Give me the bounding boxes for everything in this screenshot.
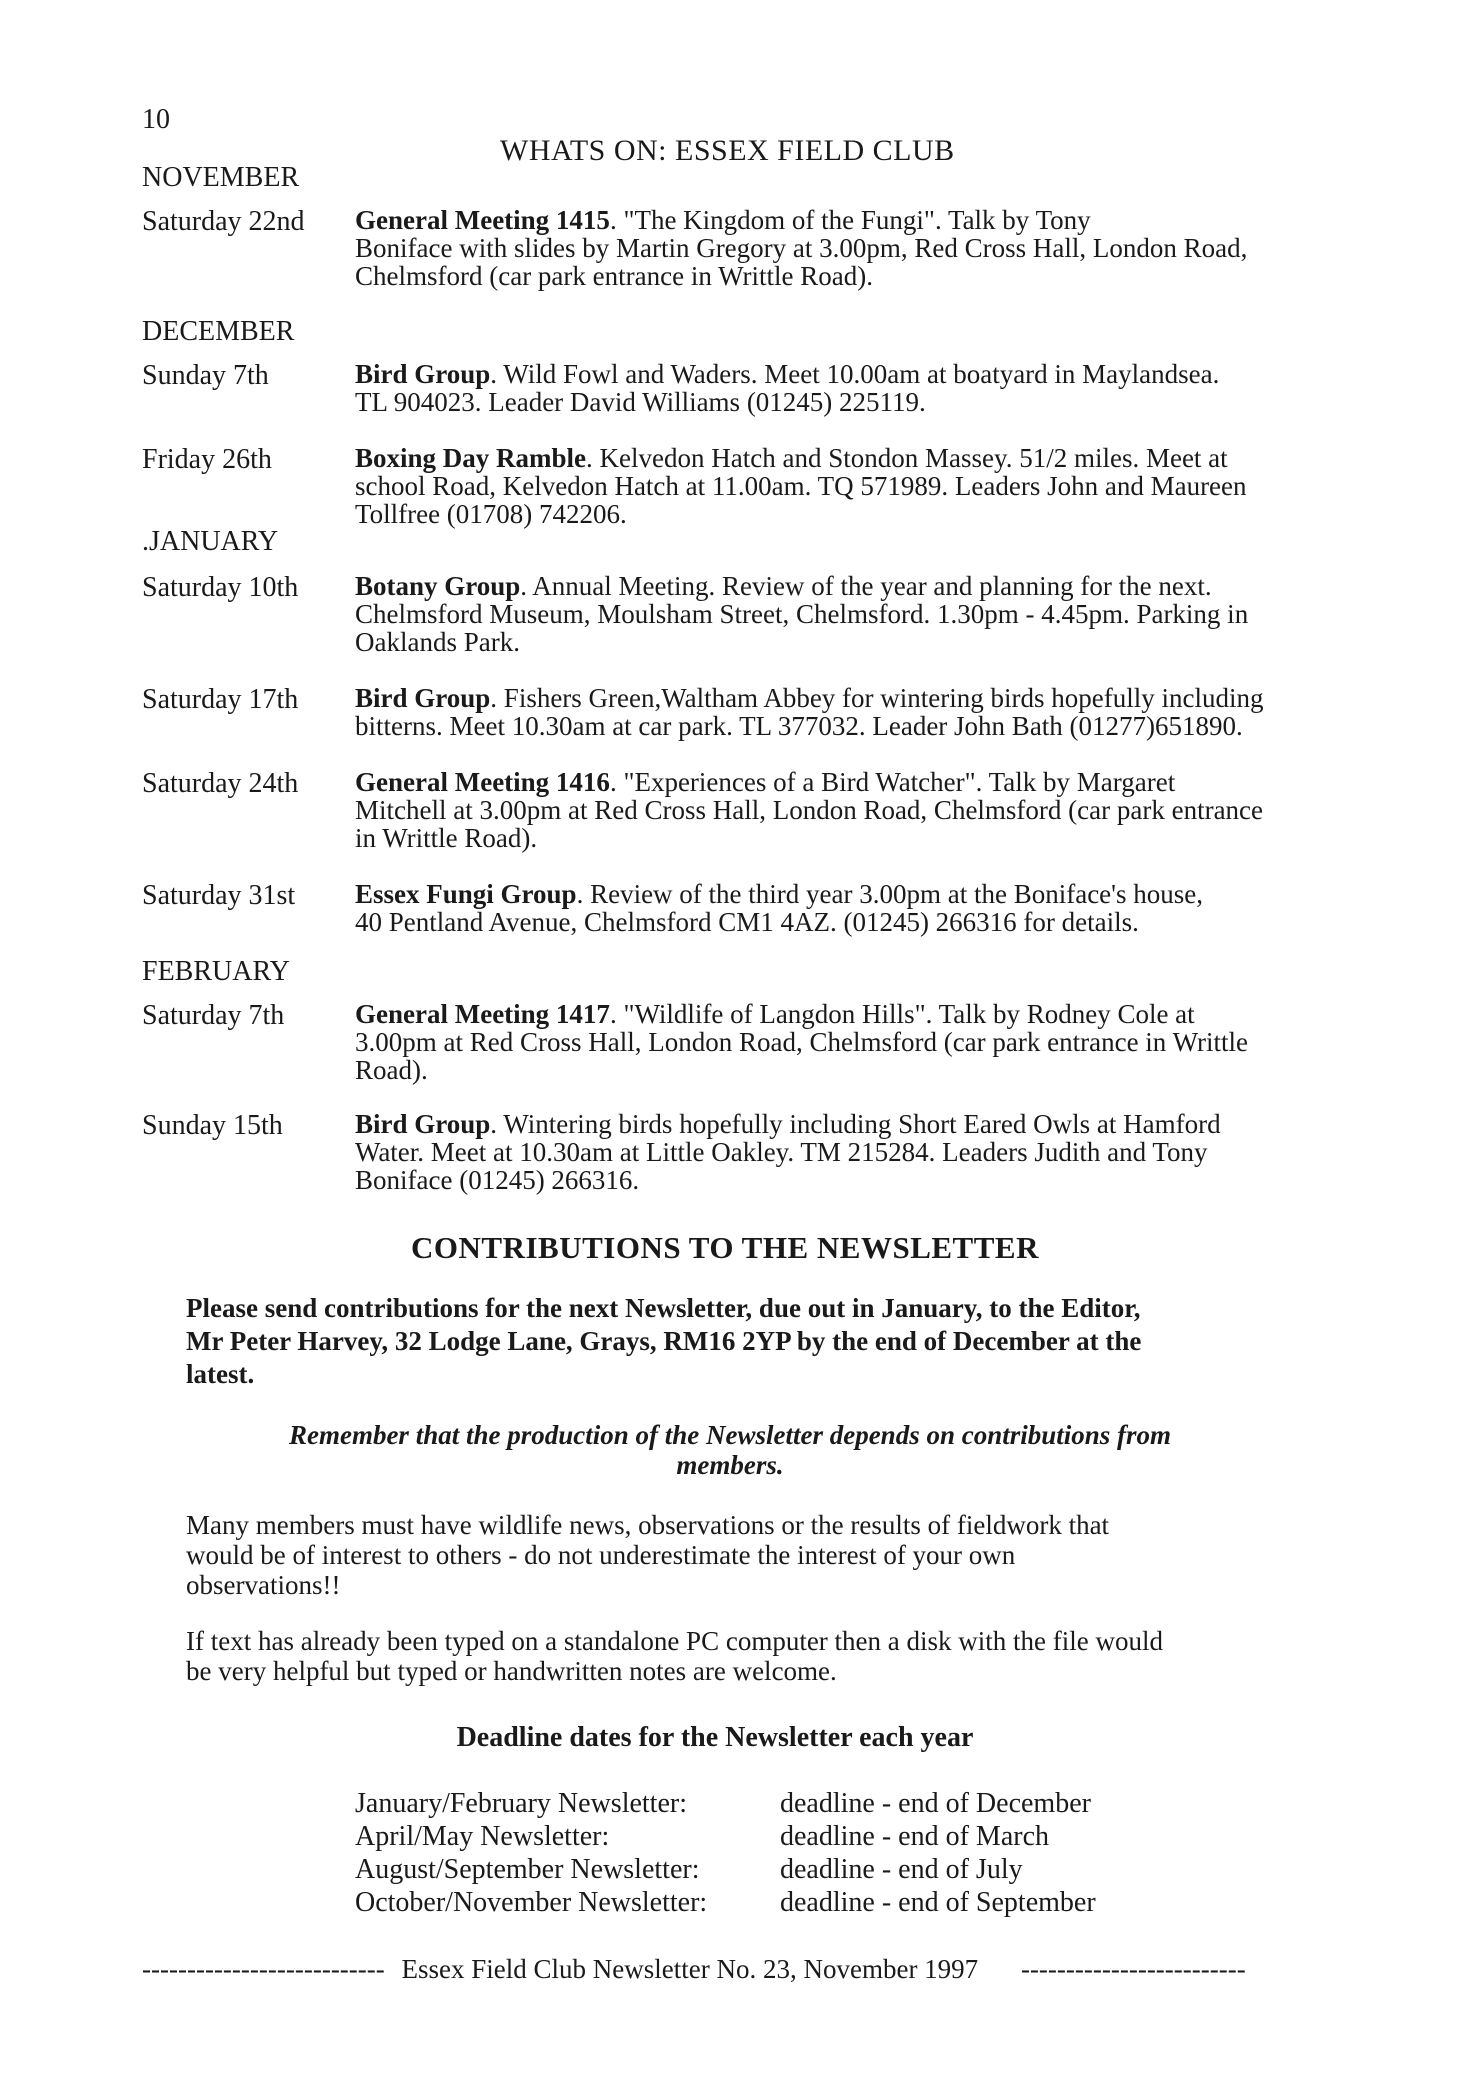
event-name: Bird Group <box>355 1109 491 1139</box>
month-january: .JANUARY <box>142 526 279 557</box>
month-february: FEBRUARY <box>142 956 290 987</box>
contributions-instructions <box>186 1292 1296 1391</box>
event-name: General Meeting 1415 <box>355 205 610 235</box>
event-description <box>355 684 1340 740</box>
issue-cell: August/September Newsletter: <box>355 1854 700 1885</box>
event-text: Mitchell at 3.00pm at Red Cross Hall, London Road, Chelmsford (car park entrance <box>355 795 1264 825</box>
event-name: General Meeting 1416 <box>355 767 610 797</box>
event-name: General Meeting 1417 <box>355 999 610 1029</box>
event-text: Water. Meet at 10.30am at Little Oakley. TM 215284. Leaders Judith and Tony <box>355 1137 1208 1167</box>
event-text: in Writtle Road). <box>355 823 538 853</box>
deadline-cell: deadline - end of March <box>780 1821 1049 1852</box>
event-name: Bird Group <box>355 683 491 713</box>
event-text: Boniface with slides by Martin Gregory at 3.00pm, Red Cross Hall, London Road, <box>355 233 1248 263</box>
reminder-line: Remember that the production of the Newsletter depends on contributions from <box>288 1420 1172 1450</box>
event-text: 40 Pentland Avenue, Chelmsford CM1 4AZ. (01245) 266316 for details. <box>355 907 1139 937</box>
event-name: Bird Group <box>355 359 491 389</box>
paragraph-line: Many members must have wildlife news, observations or the results of fieldwork that <box>186 1510 1110 1540</box>
deadline-cell: deadline - end of December <box>780 1788 1091 1819</box>
paragraph-line: observations!! <box>186 1570 341 1600</box>
footer-rule: --------------------------- <box>142 1954 385 1984</box>
event-text: . "Wildlife of Langdon Hills". Talk by Rodney Cole at <box>609 999 1195 1029</box>
paragraph-line: If text has already been typed on a standalone PC computer then a disk with the file would <box>186 1626 1163 1656</box>
event-text: . Annual Meeting. Review of the year and planning for the next. <box>520 571 1212 601</box>
event-text: . Kelvedon Hatch and Stondon Massey. 51/2 miles. Meet at <box>586 443 1228 473</box>
event-text: TL 904023. Leader David Williams (01245) 225119. <box>355 387 926 417</box>
paragraph-line: be very helpful but typed or handwritten notes are welcome. <box>186 1656 837 1686</box>
event-text: Chelmsford Museum, Moulsham Street, Chelmsford. 1.30pm - 4.45pm. Parking in <box>355 599 1249 629</box>
issue-cell: April/May Newsletter: <box>355 1821 610 1852</box>
event-text: bitterns. Meet 10.30am at car park. TL 377032. Leader John Bath (01277)651890. <box>355 711 1243 741</box>
event-date: Sunday 7th <box>142 360 269 391</box>
event-description <box>355 360 1340 416</box>
deadline-table <box>355 1787 1096 1919</box>
event-name: Botany Group <box>355 571 521 601</box>
event-text: . "The Kingdom of the Fungi". Talk by Tony <box>609 205 1091 235</box>
event-text: 3.00pm at Red Cross Hall, London Road, Chelmsford (car park entrance in Writtle <box>355 1027 1248 1057</box>
month-november: NOVEMBER <box>142 162 300 193</box>
instructions-line: latest. <box>186 1359 255 1389</box>
event-text: . Fishers Green,Waltham Abbey for wintering birds hopefully including <box>490 683 1264 713</box>
contributions-reminder <box>220 1420 1240 1480</box>
event-name: Boxing Day Ramble <box>355 443 587 473</box>
paragraph-line: would be of interest to others - do not underestimate the interest of your own <box>186 1540 1016 1570</box>
event-date: Saturday 10th <box>142 572 299 603</box>
deadline-cell: deadline - end of September <box>780 1887 1096 1918</box>
event-date: Saturday 17th <box>142 684 299 715</box>
event-text: school Road, Kelvedon Hatch at 11.00am. TQ 571989. Leaders John and Maureen <box>355 471 1247 501</box>
table-row <box>355 1886 1096 1919</box>
contributions-heading: CONTRIBUTIONS TO THE NEWSLETTER <box>411 1230 1039 1265</box>
reminder-line: members. <box>676 1450 784 1480</box>
table-row <box>355 1787 1096 1820</box>
event-description <box>355 1000 1340 1084</box>
event-date: Saturday 22nd <box>142 206 305 237</box>
event-text: Chelmsford (car park entrance in Writtle Road). <box>355 261 873 291</box>
table-row <box>355 1853 1096 1886</box>
event-text: . Wintering birds hopefully including Short Eared Owls at Hamford <box>490 1109 1221 1139</box>
footer-rule: ------------------------- <box>1020 1954 1246 1984</box>
event-text: Road). <box>355 1055 428 1085</box>
issue-cell: October/November Newsletter: <box>355 1887 708 1918</box>
event-description <box>355 206 1340 290</box>
event-text: Tollfree (01708) 742206. <box>355 499 627 529</box>
instructions-line: Please send contributions for the next Newsletter, due out in January, to the Editor, <box>186 1293 1141 1323</box>
month-december: DECEMBER <box>142 316 295 347</box>
event-description <box>355 572 1340 656</box>
page-number: 10 <box>142 104 170 135</box>
page-title: WHATS ON: ESSEX FIELD CLUB <box>500 134 955 167</box>
event-text: . Wild Fowl and Waders. Meet 10.00am at boatyard in Maylandsea. <box>490 359 1220 389</box>
event-date: Saturday 7th <box>142 1000 285 1031</box>
issue-cell: January/February Newsletter: <box>355 1788 687 1819</box>
contributions-paragraph <box>186 1510 1316 1600</box>
event-text: . "Experiences of a Bird Watcher". Talk by Margaret <box>609 767 1176 797</box>
instructions-line: Mr Peter Harvey, 32 Lodge Lane, Grays, RM16 2YP by the end of December at the <box>186 1326 1142 1356</box>
event-name: Essex Fungi Group <box>355 879 577 909</box>
event-text: . Review of the third year 3.00pm at the Boniface's house, <box>576 879 1204 909</box>
event-date: Saturday 31st <box>142 880 296 911</box>
event-date: Friday 26th <box>142 444 272 475</box>
event-description <box>355 1110 1340 1194</box>
event-text: Boniface (01245) 266316. <box>355 1165 640 1195</box>
footer-text: Essex Field Club Newsletter No. 23, November 1997 <box>401 1954 979 1984</box>
event-date: Sunday 15th <box>142 1110 283 1141</box>
event-text: Oaklands Park. <box>355 627 520 657</box>
footer <box>142 1954 1246 1985</box>
event-date: Saturday 24th <box>142 768 299 799</box>
deadline-cell: deadline - end of July <box>780 1854 1023 1885</box>
event-description <box>355 768 1340 852</box>
contributions-paragraph <box>186 1626 1316 1686</box>
table-row <box>355 1820 1096 1853</box>
event-description <box>355 880 1340 936</box>
event-description <box>355 444 1340 528</box>
deadline-heading: Deadline dates for the Newsletter each year <box>456 1722 974 1753</box>
